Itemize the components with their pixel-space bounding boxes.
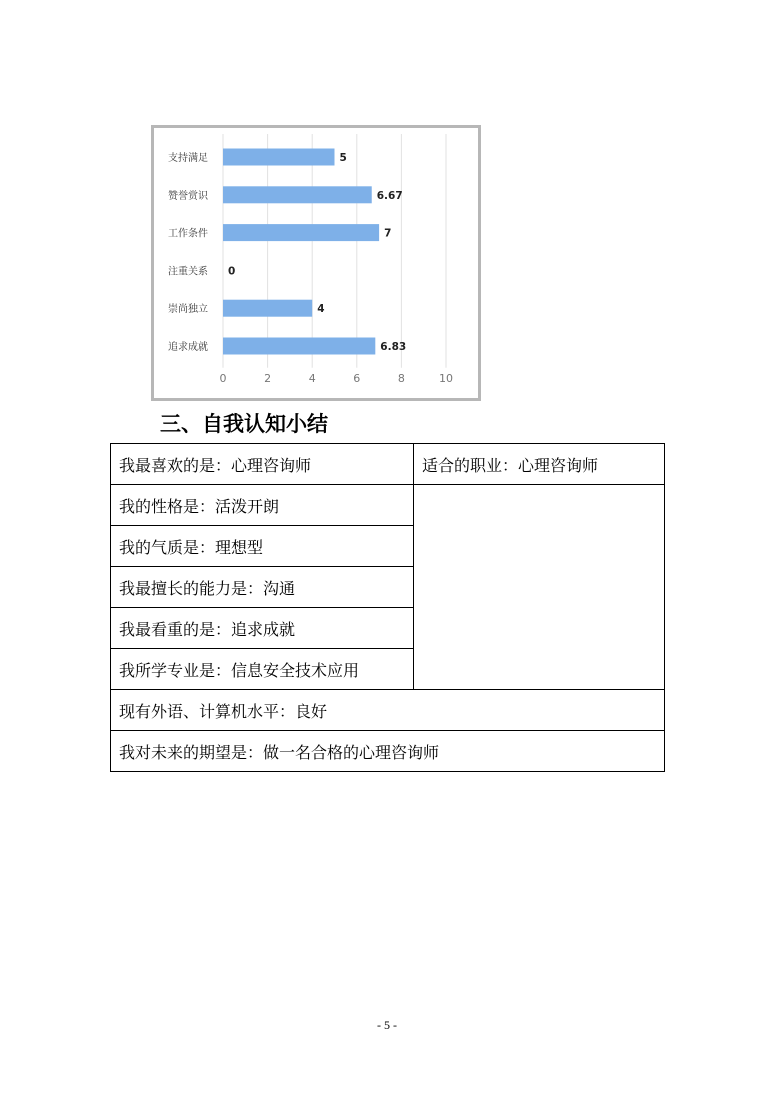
category-label: 追求成就: [168, 342, 208, 353]
section-title: 三、自我认知小结: [160, 411, 328, 436]
data-label: 5: [339, 152, 347, 164]
data-label: 6.67: [376, 189, 403, 202]
bar: [223, 224, 379, 241]
chart-image: [151, 125, 481, 401]
bar: [223, 186, 372, 203]
x-tick-label: 8: [397, 371, 405, 385]
languages-cell: 现有外语、计算机水平：良好: [111, 690, 665, 731]
table-row: [111, 444, 665, 485]
category-label: 工作条件: [168, 228, 208, 240]
data-label: 4: [317, 303, 325, 316]
values-cell: 我最看重的是：追求成就: [111, 608, 414, 649]
suitable-job-cell: 适合的职业：心理咨询师: [414, 444, 665, 485]
temperament-cell: 我的气质是：理想型: [111, 526, 414, 567]
best-ability-cell: 我最擅长的能力是：沟通: [111, 567, 414, 608]
category-label: 崇尚独立: [168, 304, 208, 316]
x-tick-label: 2: [264, 371, 272, 385]
data-label: 6.83: [380, 341, 407, 353]
x-tick-label: 0: [219, 371, 227, 385]
bar-chart: [154, 128, 478, 398]
category-label: 赞誉赏识: [168, 190, 208, 202]
empty-cell: [414, 485, 665, 690]
chart-background: [154, 128, 478, 398]
table-row: [111, 485, 665, 526]
future-cell: 我对未来的期望是：做一名合格的心理咨询师: [111, 731, 665, 772]
page-number: - 5 -: [377, 1018, 397, 1032]
x-tick-label: 6: [353, 371, 361, 385]
major-cell: 我所学专业是：信息安全技术应用: [111, 649, 414, 690]
category-label: 支持满足: [168, 153, 208, 164]
self-cognition-table: [110, 443, 665, 772]
favorite-cell: 我最喜欢的是：心理咨询师: [111, 444, 414, 485]
x-tick-label: 10: [439, 371, 453, 385]
personality-cell: 我的性格是：活泼开朗: [111, 485, 414, 526]
table-row: [111, 731, 665, 772]
data-label: 7: [384, 227, 392, 240]
x-tick-label: 4: [308, 371, 316, 385]
bar: [223, 300, 312, 317]
category-label: 注重关系: [168, 266, 208, 278]
data-label: 0: [228, 265, 236, 278]
bar: [223, 338, 375, 355]
bar: [223, 149, 335, 166]
table-row: [111, 690, 665, 731]
